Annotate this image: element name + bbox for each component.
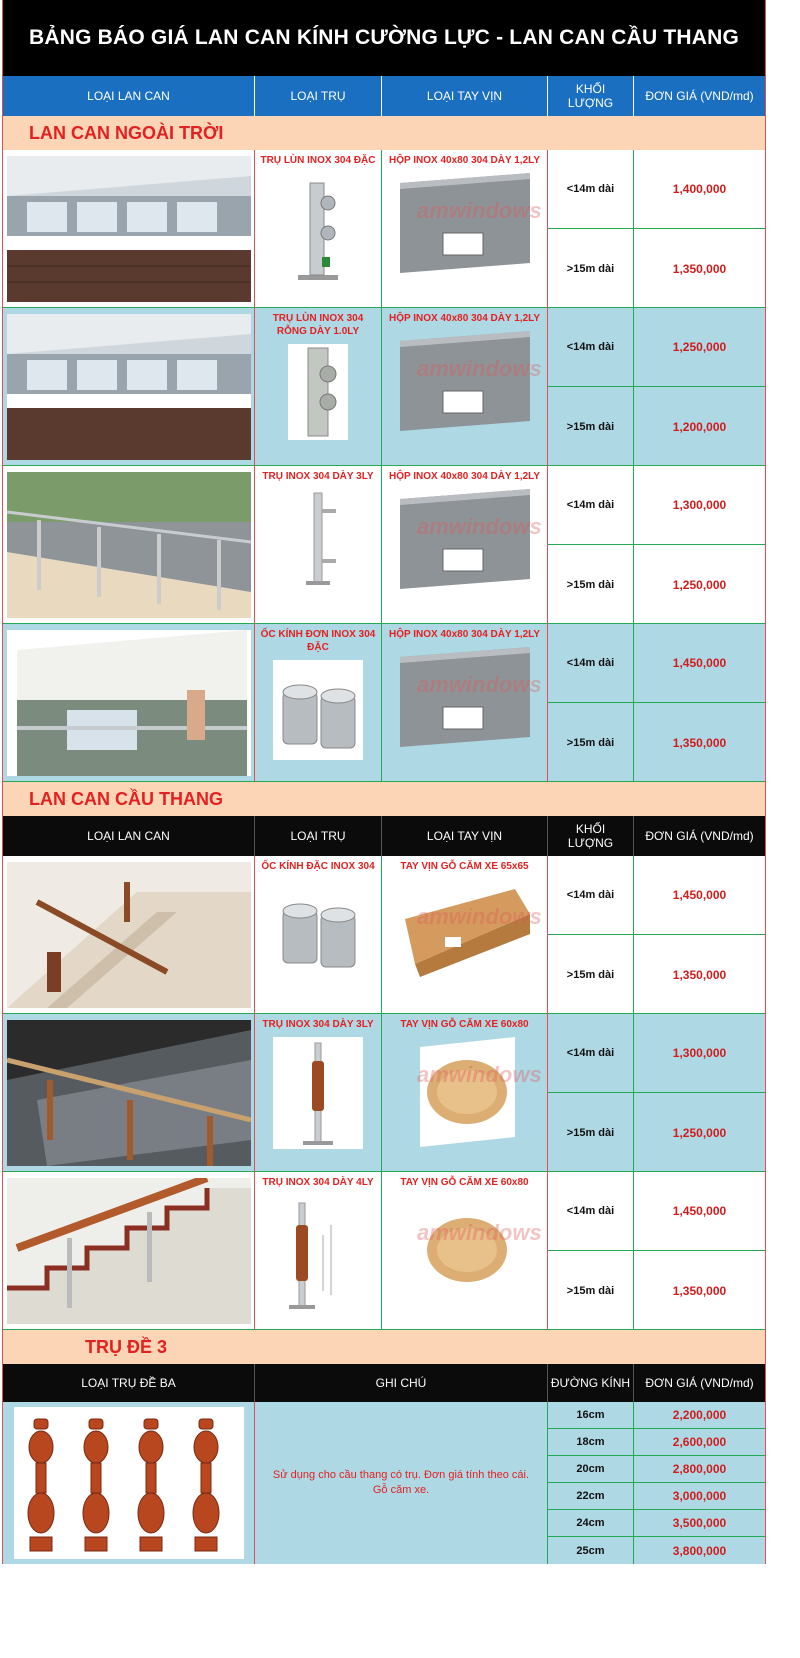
post-label: TRỤ INOX 304 DÀY 3LY [262, 1019, 374, 1030]
length-long: >15m dài [548, 703, 634, 782]
length-long: >15m dài [548, 387, 634, 466]
handrail-cell [382, 308, 548, 466]
table-row [3, 150, 765, 308]
length-short: <14m dài [548, 856, 634, 935]
handrail-cell [382, 1014, 548, 1172]
post-cell [255, 1014, 382, 1172]
svg-text:amwindows: amwindows [417, 356, 542, 381]
header-post-type: LOẠI TRỤ [255, 816, 382, 856]
list-item [548, 1456, 765, 1483]
diameter-price: 3,800,000 [672, 1543, 727, 1558]
list-item [548, 1483, 765, 1510]
length-short: <14m dài [548, 624, 634, 703]
price-short: 1,450,000 [634, 856, 765, 935]
tru-table-row [3, 1402, 765, 1564]
balcony-photo [3, 466, 255, 624]
length-short: <14m dài [548, 1172, 634, 1251]
price-short: 1,450,000 [634, 1172, 765, 1251]
section-tru: TRỤ ĐỀ 3 [3, 1330, 765, 1364]
table-row [3, 624, 765, 782]
list-item [548, 1510, 765, 1537]
header-post-type: LOẠI TRỤ [255, 76, 382, 116]
post-label: ỐC KÍNH ĐƠN INOX 304 ĐẶC [260, 629, 376, 653]
balcony-photo [3, 150, 255, 308]
diameter-price: 2,600,000 [672, 1435, 727, 1449]
diameter-value: 25cm [548, 1537, 634, 1564]
header-quantity: KHỐI LƯỢNG [548, 816, 634, 856]
length-short: <14m dài [548, 1014, 634, 1093]
table-row [3, 1014, 765, 1172]
length-long: >15m dài [548, 545, 634, 624]
header-quantity: KHỐI LƯỢNG [548, 76, 634, 116]
diameter-value: 20cm [548, 1456, 634, 1482]
diameter-price: 3,500,000 [672, 1516, 727, 1530]
post-cell [255, 308, 382, 466]
length-long: >15m dài [548, 935, 634, 1014]
diameter-value: 16cm [548, 1402, 634, 1428]
handrail-cell [382, 624, 548, 782]
price-long: 1,350,000 [672, 735, 727, 750]
list-item [548, 1402, 765, 1429]
post-cell [255, 624, 382, 782]
length-long: >15m dài [548, 1093, 634, 1172]
post-label: TRỤ INOX 304 DÀY 3LY [262, 471, 374, 482]
length-short: <14m dài [548, 150, 634, 229]
price-short: 1,300,000 [634, 466, 765, 545]
header-row-outdoor [3, 76, 765, 116]
svg-text:amwindows: amwindows [417, 1062, 542, 1087]
post-cell [255, 856, 382, 1014]
diameter-price: 2,800,000 [672, 1462, 727, 1476]
stair-photo [3, 1014, 255, 1172]
svg-text:amwindows: amwindows [417, 198, 542, 223]
price-long: 1,250,000 [672, 1125, 727, 1140]
handrail-label: TAY VỊN GỖ CĂM XE 60x80 [400, 1177, 529, 1188]
price-long: 1,350,000 [672, 967, 727, 982]
handrail-label: TAY VỊN GỖ CĂM XE 65x65 [400, 861, 529, 872]
header-unit-price: ĐƠN GIÁ (VND/md) [645, 89, 754, 103]
handrail-label: HỘP INOX 40x80 304 DÀY 1,2LY [388, 471, 540, 482]
table-row [3, 1172, 765, 1330]
svg-text:amwindows: amwindows [417, 672, 542, 697]
handrail-label: HỘP INOX 40x80 304 DÀY 1,2LY [388, 629, 540, 640]
tru-diameter-list [548, 1402, 765, 1564]
newel-post-photo [3, 1402, 255, 1564]
length-long: >15m dài [548, 229, 634, 308]
header-unit-price: ĐƠN GIÁ (VND/md) [645, 1376, 754, 1390]
stair-photo [3, 1172, 255, 1330]
list-item [548, 1429, 765, 1456]
length-long: >15m dài [548, 1251, 634, 1330]
price-long: 1,250,000 [672, 577, 727, 592]
tru-note: Sử dụng cho cầu thang có trụ. Đơn giá tính theo cái. Gỗ căm xe. [272, 1469, 530, 1496]
diameter-value: 18cm [548, 1429, 634, 1455]
header-row-tru [3, 1364, 765, 1402]
price-table [2, 0, 766, 1564]
svg-text:amwindows: amwindows [417, 904, 542, 929]
header-unit-price: ĐƠN GIÁ (VND/md) [645, 829, 754, 843]
diameter-value: 24cm [548, 1510, 634, 1536]
svg-text:amwindows: amwindows [417, 1220, 542, 1245]
header-railing-type: LOẠI LAN CAN [3, 76, 255, 116]
price-short: 1,400,000 [634, 150, 765, 229]
list-item [548, 1537, 765, 1564]
section-outdoor: LAN CAN NGOÀI TRỜI [3, 116, 765, 150]
svg-text:amwindows: amwindows [417, 514, 542, 539]
header-tru-type: LOẠI TRỤ ĐỀ BA [3, 1364, 255, 1402]
handrail-label: HỘP INOX 40x80 304 DÀY 1,2LY [388, 155, 540, 166]
tru-note-cell [255, 1402, 548, 1564]
handrail-cell [382, 856, 548, 1014]
balcony-photo [3, 624, 255, 782]
handrail-cell [382, 1172, 548, 1330]
diameter-value: 22cm [548, 1483, 634, 1509]
length-short: <14m dài [548, 308, 634, 387]
price-short: 1,250,000 [634, 308, 765, 387]
section-stair: LAN CAN CẦU THANG [3, 782, 765, 816]
price-long: 1,200,000 [672, 419, 727, 434]
balcony-photo [3, 308, 255, 466]
handrail-cell [382, 466, 548, 624]
diameter-price: 2,200,000 [672, 1408, 727, 1422]
post-label: ỐC KÍNH ĐẶC INOX 304 [261, 861, 375, 872]
header-note: GHI CHÚ [255, 1364, 548, 1402]
post-cell [255, 150, 382, 308]
table-row [3, 856, 765, 1014]
header-railing-type: LOẠI LAN CAN [3, 816, 255, 856]
length-short: <14m dài [548, 466, 634, 545]
header-handrail-type: LOẠI TAY VỊN [382, 816, 548, 856]
stair-photo [3, 856, 255, 1014]
table-row [3, 308, 765, 466]
post-cell [255, 466, 382, 624]
header-handrail-type: LOẠI TAY VỊN [382, 76, 548, 116]
post-label: TRỤ INOX 304 DÀY 4LY [262, 1177, 374, 1188]
post-label: TRỤ LÙN INOX 304 RỖNG DÀY 1.0LY [272, 313, 364, 337]
handrail-cell [382, 150, 548, 308]
handrail-label: HỘP INOX 40x80 304 DÀY 1,2LY [388, 313, 540, 324]
post-cell [255, 1172, 382, 1330]
header-diameter: ĐƯỜNG KÍNH [548, 1364, 634, 1402]
price-long: 1,350,000 [672, 261, 727, 276]
handrail-label: TAY VỊN GỖ CĂM XE 60x80 [400, 1019, 529, 1030]
header-row-stair [3, 816, 765, 856]
price-long: 1,350,000 [672, 1283, 727, 1298]
diameter-price: 3,000,000 [672, 1489, 727, 1503]
price-short: 1,450,000 [634, 624, 765, 703]
table-row [3, 466, 765, 624]
price-short: 1,300,000 [634, 1014, 765, 1093]
post-label: TRỤ LÙN INOX 304 ĐẶC [260, 155, 376, 166]
page-title: BẢNG BÁO GIÁ LAN CAN KÍNH CƯỜNG LỰC - LAN CAN CẦU THANG [3, 0, 765, 76]
